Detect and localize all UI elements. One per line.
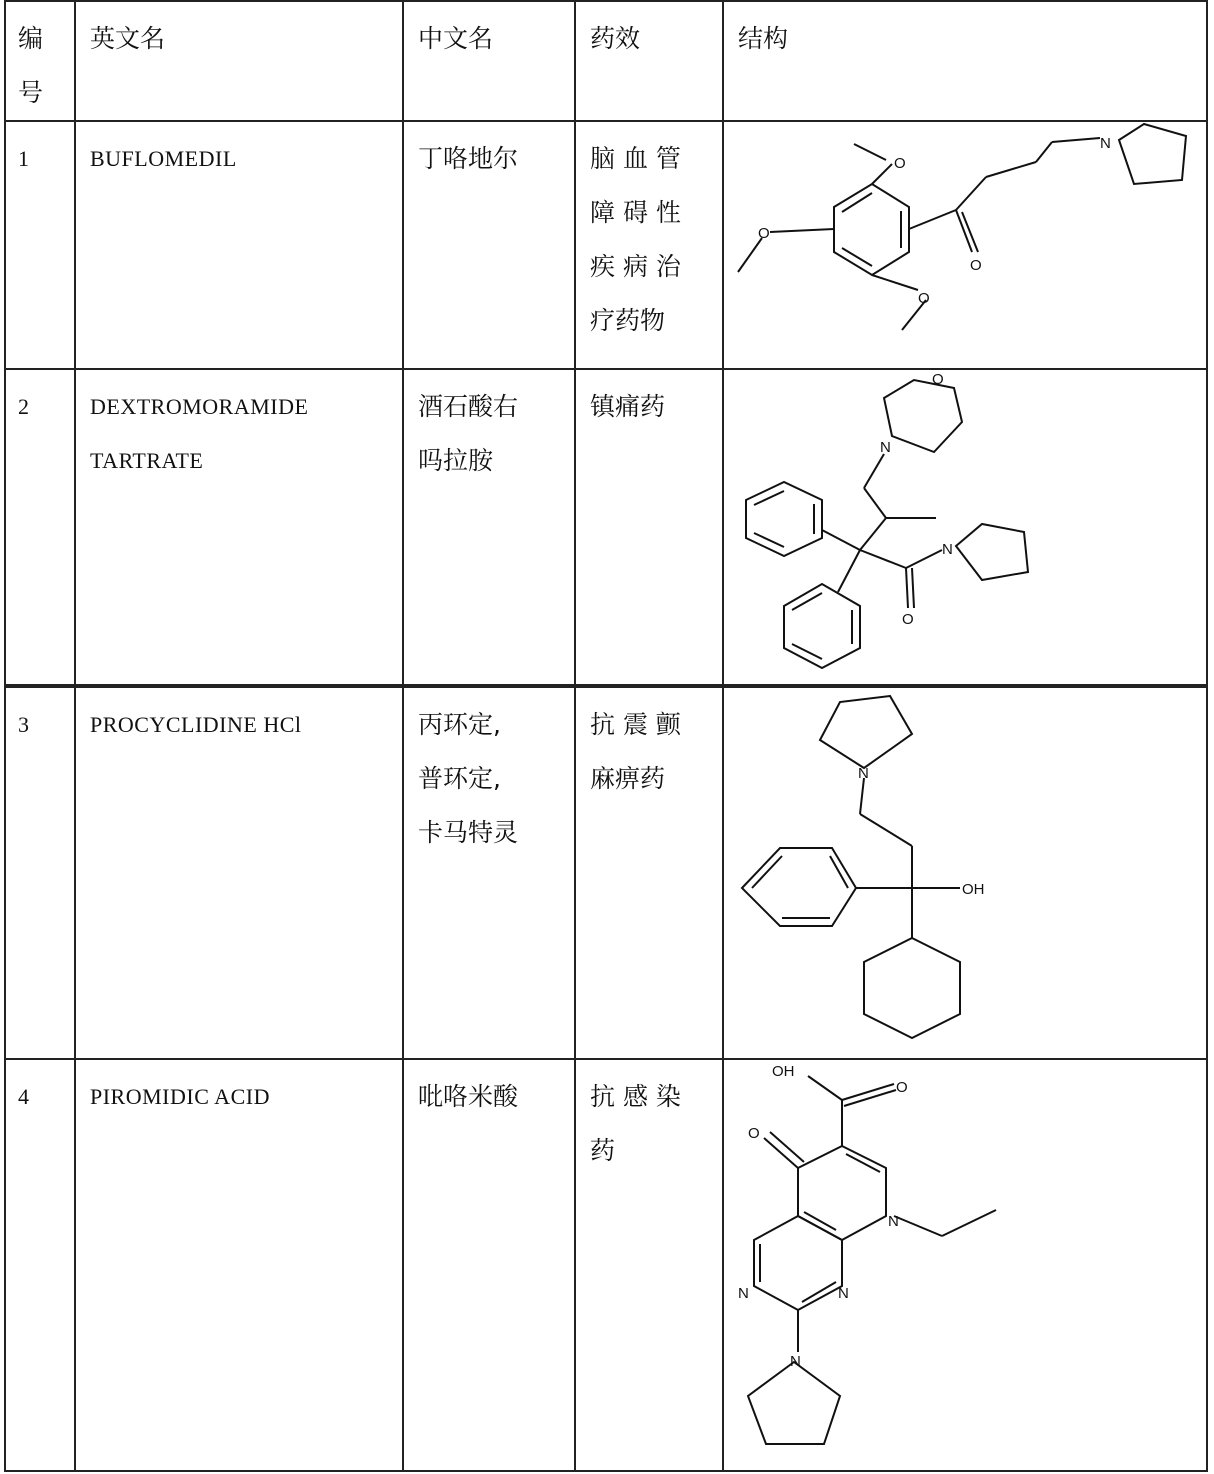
effect-line: 脑 血 管 <box>590 144 681 173</box>
effect-line: 抗 震 颤 <box>590 710 681 739</box>
chinese-name: 酒石酸右 <box>418 392 519 421</box>
effect-line: 疾 病 治 <box>590 252 681 281</box>
effect-line: 疗药物 <box>590 306 666 335</box>
english-name: PROCYCLIDINE HCl <box>90 712 302 737</box>
header-effect-cell <box>575 1 723 121</box>
oh-label: OH <box>962 881 985 898</box>
n-label: N <box>790 1353 801 1370</box>
n-label: N <box>738 1285 749 1302</box>
drug-table-bottom <box>4 686 1208 1472</box>
bond <box>860 550 906 568</box>
structure-cell <box>723 687 1207 1059</box>
n-label: N <box>942 541 953 558</box>
bond <box>912 568 914 608</box>
bond <box>864 454 884 488</box>
header-structure: 结构 <box>738 24 789 53</box>
n-label: N <box>1100 135 1111 152</box>
header-number-cell <box>5 1 75 121</box>
english-name: PIROMIDIC ACID <box>90 1084 270 1109</box>
bond <box>738 238 762 272</box>
bond <box>956 177 986 210</box>
header-english-name: 英文名 <box>90 24 166 53</box>
english-name: BUFLOMEDIL <box>90 146 237 171</box>
drug-table-top <box>4 0 1208 686</box>
bond <box>838 550 860 592</box>
table-row <box>5 687 1207 1059</box>
bond <box>872 275 918 290</box>
o-label: O <box>758 225 770 242</box>
phenyl-ring <box>784 584 860 668</box>
row-number: 2 <box>18 394 30 419</box>
n-label: N <box>888 1213 899 1230</box>
piromidic-acid-structure <box>724 1060 1206 1466</box>
chinese-name: 吗拉胺 <box>418 446 494 475</box>
phenyl-ring <box>742 848 856 926</box>
table-row <box>5 121 1207 369</box>
bond <box>770 229 834 232</box>
double-bond <box>792 593 822 610</box>
procyclidine-structure <box>724 688 1206 1056</box>
table-header-row <box>5 1 1207 121</box>
pyrimidine-ring <box>754 1216 842 1310</box>
table-row <box>5 1059 1207 1471</box>
bond <box>909 210 956 229</box>
chinese-name: 丁咯地尔 <box>418 144 519 173</box>
bond <box>986 162 1036 177</box>
bond <box>906 550 942 568</box>
english-name: TARTRATE <box>90 448 204 473</box>
header-english-cell <box>75 1 403 121</box>
english-name: DEXTROMORAMIDE <box>90 394 309 419</box>
header-chinese-cell <box>403 1 575 121</box>
o-label: O <box>748 1125 760 1142</box>
bond <box>860 814 912 846</box>
o-label: O <box>896 1079 908 1096</box>
chinese-name: 丙环定, <box>418 710 501 739</box>
effect-line: 镇痛药 <box>590 392 666 421</box>
bond <box>822 530 860 550</box>
dextromoramide-structure <box>724 370 1206 680</box>
n-label: N <box>880 439 891 456</box>
bond <box>872 164 892 184</box>
bond <box>860 778 864 814</box>
pyridone-ring <box>798 1146 886 1240</box>
bond <box>942 1210 996 1236</box>
structure-cell <box>723 369 1207 685</box>
n-label: N <box>858 765 869 782</box>
effect-line: 障 碍 性 <box>590 198 681 227</box>
effect-line: 麻痹药 <box>590 764 666 793</box>
o-label: O <box>932 371 944 388</box>
n-label: N <box>838 1285 849 1302</box>
header-structure-cell <box>723 1 1207 121</box>
effect-line: 药 <box>590 1136 616 1165</box>
bond <box>1036 142 1052 162</box>
header-effect: 药效 <box>590 24 641 53</box>
pyrrolidine-ring <box>748 1362 840 1444</box>
table-row <box>5 369 1207 685</box>
benzene-ring <box>834 184 909 275</box>
o-label: O <box>902 611 914 628</box>
bond <box>854 144 886 160</box>
structure-cell <box>723 121 1207 369</box>
row-number: 1 <box>18 146 30 171</box>
bond <box>906 568 908 608</box>
o-label: O <box>970 257 982 274</box>
row-number: 4 <box>18 1084 30 1109</box>
chinese-name: 普环定, <box>418 764 501 793</box>
chinese-name: 卡马特灵 <box>418 818 519 847</box>
double-bond <box>842 193 872 212</box>
header-chinese-name: 中文名 <box>418 24 494 53</box>
pyrrolidine-ring <box>820 696 912 768</box>
row-number: 3 <box>18 712 30 737</box>
o-label: O <box>894 155 906 172</box>
double-bond <box>792 644 822 659</box>
o-label: O <box>918 290 930 307</box>
bond <box>860 518 886 550</box>
oh-label: OH <box>772 1063 795 1080</box>
bond <box>894 1216 942 1236</box>
bond <box>864 488 886 518</box>
chinese-name: 吡咯米酸 <box>418 1082 519 1111</box>
pyrrolidine-ring <box>956 524 1028 580</box>
bond <box>808 1076 842 1100</box>
double-bond <box>842 248 872 266</box>
effect-line: 抗 感 染 <box>590 1082 681 1111</box>
bond <box>1052 138 1100 142</box>
pyrrolidine-ring <box>1119 124 1186 184</box>
buflomedil-structure <box>724 122 1206 368</box>
header-number: 编号 <box>18 24 44 107</box>
morpholine-ring <box>884 380 962 452</box>
structure-cell <box>723 1059 1207 1471</box>
phenyl-ring <box>746 482 822 556</box>
cyclohexyl-ring <box>864 938 960 1038</box>
